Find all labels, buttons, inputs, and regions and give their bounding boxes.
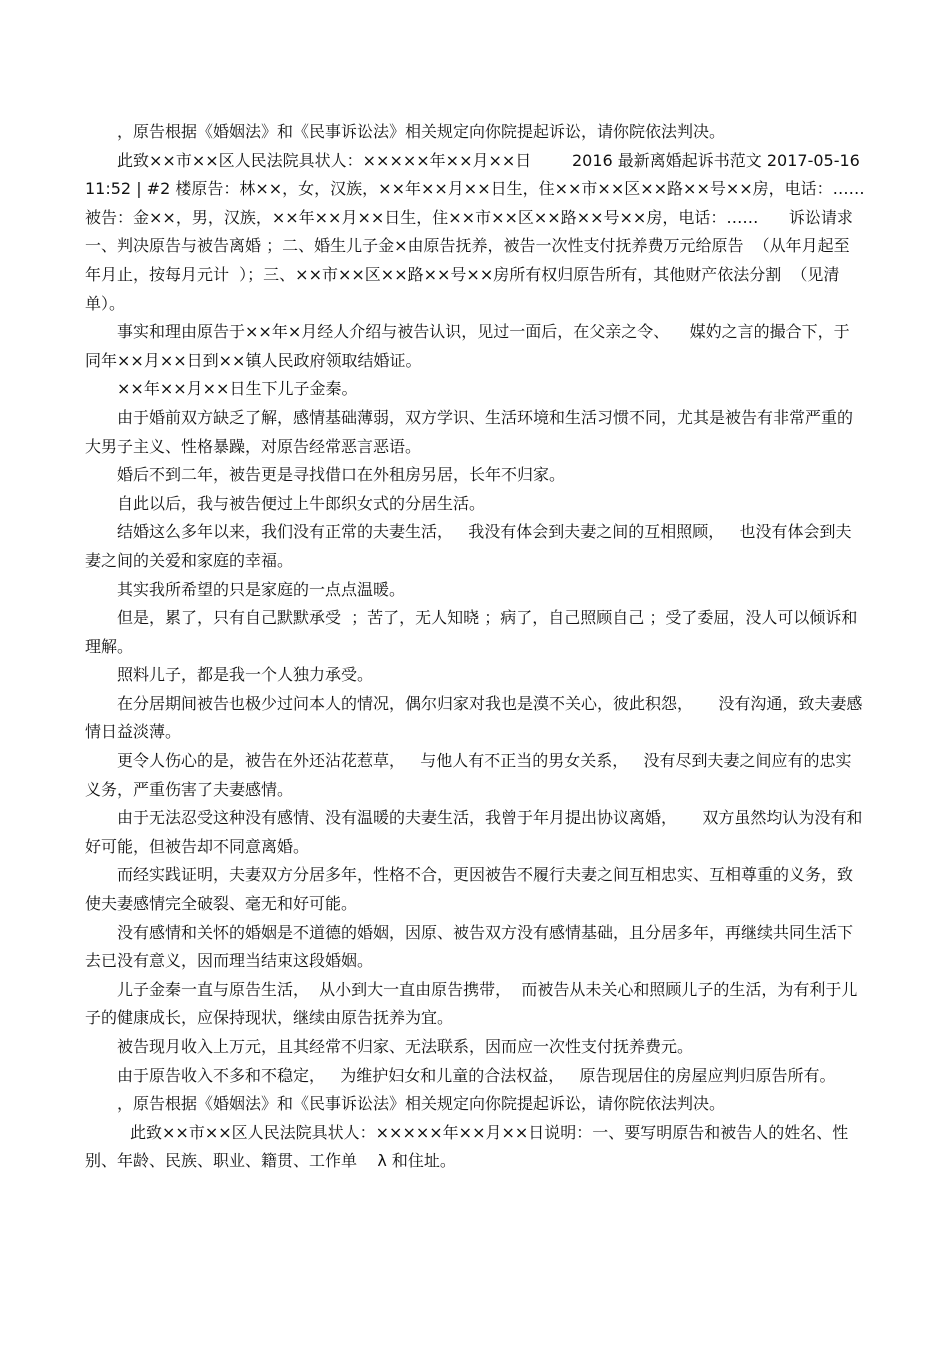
paragraph: 由于婚前双方缺乏了解，感情基础薄弱，双方学识、生活环境和生活习惯不同，尤其是被告有非常严重的大男子主义、性格暴躁，对原告经常恶言恶语。 bbox=[85, 407, 854, 456]
paragraph: 此致××市××区人民法院具状人：×××××年××月××日 2016 最新离婚起诉书范文 2017-05-16 11:52 | #2 楼原告：林××，女，汉族，××年××月××日生，住××市××区××路××号××房，电话：…… 被告：金××，男，汉族，××年××月××日生，住××市××区××路××号××房，电话：…… 诉讼请求一、判决原告与被告离婚 ；二、婚生儿子金×由原告抚养，被告一次性支付抚养费万元给原告 （从年月起至年月止，按每月元计 ）；三、××市××区××路××号××房所有权归原告所有，其他财产依法分割 （见清单）。 bbox=[85, 150, 896, 313]
paragraph: 没有感情和关怀的婚姻是不道德的婚姻，因原、被告双方没有感情基础，且分居多年，再继续共同生活下去已没有意义，因而理当结束这段婚姻。 bbox=[85, 922, 854, 971]
paragraph: ，原告根据《婚姻法》和《民事诉讼法》相关规定向你院提起诉讼，请你院依法判决。 bbox=[117, 122, 726, 141]
paragraph: 但是，累了，只有自己默默承受 ；苦了，无人知晓 ；病了，自己照顾自己 ；受了委屈，没人可以倾诉和理解。 bbox=[85, 608, 858, 656]
document-body bbox=[85, 118, 896, 1176]
paragraph: 由于原告收入不多和不稳定， 为维护妇女和儿童的合法权益， 原告现居住的房屋应判归原告所有。 bbox=[117, 1065, 836, 1085]
paragraph: 照料儿子，都是我一个人独力承受。 bbox=[117, 665, 374, 685]
paragraph: 而经实践证明，夫妻双方分居多年，性格不合，更因被告不履行夫妻之间互相忠实、互相尊重的义务，致使夫妻感情完全破裂、毫无和好可能。 bbox=[85, 865, 854, 914]
paragraph: ，原告根据《婚姻法》和《民事诉讼法》相关规定向你院提起诉讼，请你院依法判决。 bbox=[117, 1094, 726, 1114]
paragraph: ××年××月××日生下儿子金秦。 bbox=[117, 379, 358, 399]
paragraph: 更令人伤心的是，被告在外还沾花惹草， 与他人有不正当的男女关系， 没有尽到夫妻之间应有的忠实义务，严重伤害了夫妻感情。 bbox=[85, 751, 852, 799]
paragraph: 婚后不到二年，被告更是寻找借口在外租房另居，长年不归家。 bbox=[117, 465, 566, 485]
paragraph: 由于无法忍受这种没有感情、没有温暖的夫妻生活，我曾于年月提出协议离婚， 双方虽然均认为没有和好可能，但被告却不同意离婚。 bbox=[85, 808, 863, 856]
paragraph: 在分居期间被告也极少过问本人的情况，偶尔归家对我也是漠不关心，彼此积怨， 没有沟通，致夫妻感情日益淡薄。 bbox=[85, 693, 863, 742]
paragraph: 其实我所希望的只是家庭的一点点温暖。 bbox=[117, 579, 406, 599]
paragraph: 事实和理由原告于××年×月经人介绍与被告认识，见过一面后，在父亲之令、 媒妁之言的撮合下，于同年××月××日到××镇人民政府领取结婚证。 bbox=[85, 322, 850, 370]
paragraph: 此致××市××区人民法院具状人：×××××年××月××日说明：一、要写明原告和被告人的姓名、性别、年龄、民族、职业、籍贯、工作单 λ 和住址。 bbox=[85, 1122, 849, 1171]
paragraph: 结婚这么多年以来，我们没有正常的夫妻生活， 我没有体会到夫妻之间的互相照顾， 也没有体会到夫妻之间的关爱和家庭的幸福。 bbox=[85, 522, 852, 570]
paragraph: 被告现月收入上万元，且其经常不归家、无法联系，因而应一次性支付抚养费元。 bbox=[117, 1037, 694, 1056]
paragraph: 儿子金秦一直与原告生活， 从小到大一直由原告携带， 而被告从未关心和照顾儿子的生活，为有利于儿子的健康成长，应保持现状，继续由原告抚养为宜。 bbox=[85, 979, 858, 1028]
paragraph: 自此以后，我与被告便过上牛郎织女式的分居生活。 bbox=[117, 493, 486, 513]
